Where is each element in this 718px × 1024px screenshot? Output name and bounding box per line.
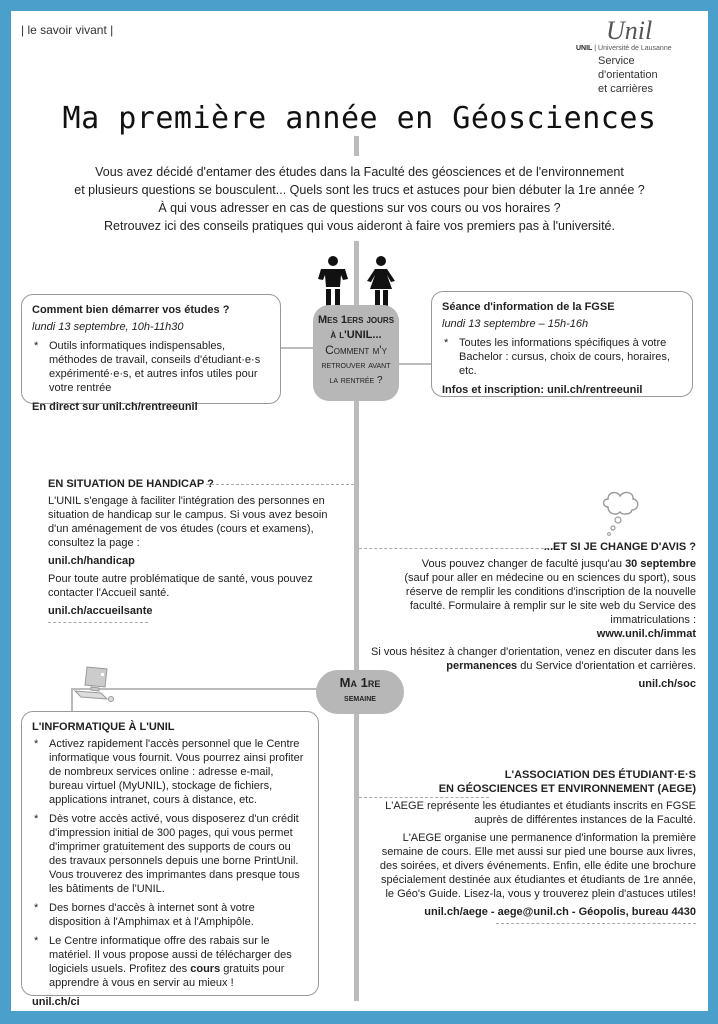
divider: [48, 622, 148, 623]
section-title: L'ASSOCIATION DES ÉTUDIANT·E·S: [504, 769, 696, 781]
ci-link[interactable]: unil.ch/ci: [32, 996, 80, 1008]
section-text: L'UNIL s'engage à faciliter l'intégration des personnes en situation de handicap sur le campus. Si vous avez besoin d'un aménagement de vos études (cours et examens), consultez la page :: [48, 495, 328, 549]
hub-line: Mes 1ers jours: [317, 314, 395, 326]
hub-first-days: [313, 305, 399, 401]
soc-link[interactable]: unil.ch/soc: [638, 678, 696, 690]
immat-link[interactable]: www.unil.ch/immat: [596, 628, 696, 640]
box-fgse-session: [431, 291, 693, 397]
box-date: lundi 13 septembre – 15h-16h: [442, 318, 589, 330]
box-bullet: * Toutes les informations spécifiques à votre Bachelor : cursus, choix de cours, horaires, etc.: [442, 336, 682, 378]
section-text: L'AEGE représente les étudiantes et étudiants inscrits en FGSE auprès de différentes instances de la Faculté.: [385, 800, 696, 826]
computer-icon: [71, 665, 117, 705]
box-informatique: [21, 711, 319, 1008]
divider: [496, 923, 696, 924]
unil-logo: [576, 17, 696, 96]
intro-line: Retrouvez ici des conseils pratiques qui vous aideront à faire vos premiers pas à l'université.: [104, 219, 615, 233]
tagline: | le savoir vivant |: [21, 23, 114, 37]
section-title: EN SITUATION DE HANDICAP ?: [48, 478, 214, 490]
service-name: [598, 54, 696, 96]
handicap-connector: [206, 484, 354, 485]
hub-line: semaine: [344, 693, 376, 704]
box-bullet: * Des bornes d'accès à internet sont à votre disposition à l'Amphimax et à l'Amphipôle.: [32, 901, 308, 929]
box-title: Comment bien démarrer vos études ?: [32, 304, 230, 316]
accueilsante-link[interactable]: unil.ch/accueilsante: [48, 605, 153, 617]
hub-first-week: [316, 670, 404, 714]
fgse-inscription-link[interactable]: Infos et inscription: unil.ch/rentreeunil: [442, 384, 643, 396]
hub-line: la rentrée ?: [329, 375, 383, 386]
poster-page: [11, 11, 708, 1011]
box-start-studies: [21, 294, 281, 413]
service-line-2: et carrières: [598, 83, 654, 95]
section-title: ...ET SI JE CHANGE D'AVIS ?: [543, 541, 696, 553]
box-bullet: * Activez rapidement l'accès personnel que le Centre informatique vous fournit. Vous pourrez ainsi profiter de nombreux services online : adresse e-mail, bureau virtuel (MyUNIL), stockage de fichiers, applications intranet, cours à distance, etc.: [32, 737, 308, 807]
box-title: L'INFORMATIQUE À L'UNIL: [32, 721, 175, 733]
section-text: (sauf pour aller en médecine ou en sciences du sport), sous réserve de remplir les conditions d'inscription de la nouvelle faculté. Formulaire à remplir sur le site web du Service des immatriculations :: [404, 572, 696, 626]
hub-line: à l'UNIL...: [330, 329, 382, 341]
timeline-spine-top: [354, 136, 359, 156]
hub-line: Comment m'y: [325, 343, 387, 357]
section-text: Pour toute autre problématique de santé, vous pouvez contacter l'Accueil santé.: [48, 573, 313, 599]
thought-cloud-icon: [596, 487, 646, 537]
intro-line: Vous avez décidé d'entamer des études dans la Faculté des géosciences et de l'environnement: [95, 165, 624, 179]
section-change-mind: [371, 540, 696, 695]
box-bullet: * Le Centre informatique offre des rabais sur le matériel. Il vous propose aussi de télécharger des logiciels usuels. Profitez des cours gratuits pour apprendre à vous en servir au mieux !: [32, 934, 308, 990]
section-handicap: [48, 477, 348, 623]
rentreeunil-link[interactable]: En direct sur unil.ch/rentreeunil: [32, 401, 198, 413]
unil-logo-university: | Université de Lausanne: [594, 45, 672, 52]
male-person-icon: [317, 255, 349, 307]
intro-text: [31, 163, 688, 235]
intro-line: et plusieurs questions se bousculent... Quels sont les trucs et astuces pour bien débuter la 1re année ?: [74, 183, 645, 197]
section-title: EN GÉOSCIENCES ET ENVIRONNEMENT (AEGE): [438, 783, 696, 795]
page-title: Ma première année en Géosciences: [62, 101, 657, 136]
section-text: Si vous hésitez à changer d'orientation, venez en discuter dans les permanences du Service d'orientation et carrières.: [371, 646, 696, 672]
unil-logo-abbr: UNIL: [576, 45, 593, 52]
section-aege: [371, 768, 696, 924]
box-title: Séance d'information de la FGSE: [442, 301, 615, 313]
section-text: L'AEGE organise une permanence d'information la première semaine de cours. Elle met aussi sur pied une bourse aux livres, des soirées, et divers événements. Enfin, elle édite une brochure spécialement destinée aux étudiantes et étudiants de 1re année, le Géo's Guide. Lisez-la, vous y trouverez plein d'astuces utiles!: [379, 832, 696, 900]
box-date: lundi 13 septembre, 10h-11h30: [32, 321, 184, 333]
box-bullet: * Dès votre accès activé, vous disposerez d'un crédit d'impression initial de 300 pages, qui vous permet d'imprimer gratuitement des supports de cours ou des travaux personnels depuis une borne PrintUnil. Vous trouverez des imprimantes dans presque tous les bâtiments de l'UNIL.: [32, 812, 308, 896]
female-person-icon: [365, 255, 397, 307]
service-line-1: Service d'orientation: [598, 55, 658, 81]
unil-logo-caption: [576, 45, 696, 52]
handicap-link[interactable]: unil.ch/handicap: [48, 555, 135, 567]
aege-link[interactable]: unil.ch/aege - aege@unil.ch - Géopolis, bureau 4430: [424, 906, 696, 918]
box-bullet: * Outils informatiques indispensables, méthodes de travail, conseils d'étudiant·e·s expérimenté·e·s, et autres infos utiles pour votre rentrée: [32, 339, 270, 395]
hub-line: Ma 1re: [339, 675, 381, 690]
intro-line: À qui vous adresser en cas de questions sur vos cours ou vos horaires ?: [158, 201, 561, 215]
unil-logo-script: Unil: [606, 16, 653, 45]
hub-line: retrouver avant: [321, 360, 391, 371]
section-text: Vous pouvez changer de faculté jusqu'au 30 septembre: [421, 558, 696, 570]
